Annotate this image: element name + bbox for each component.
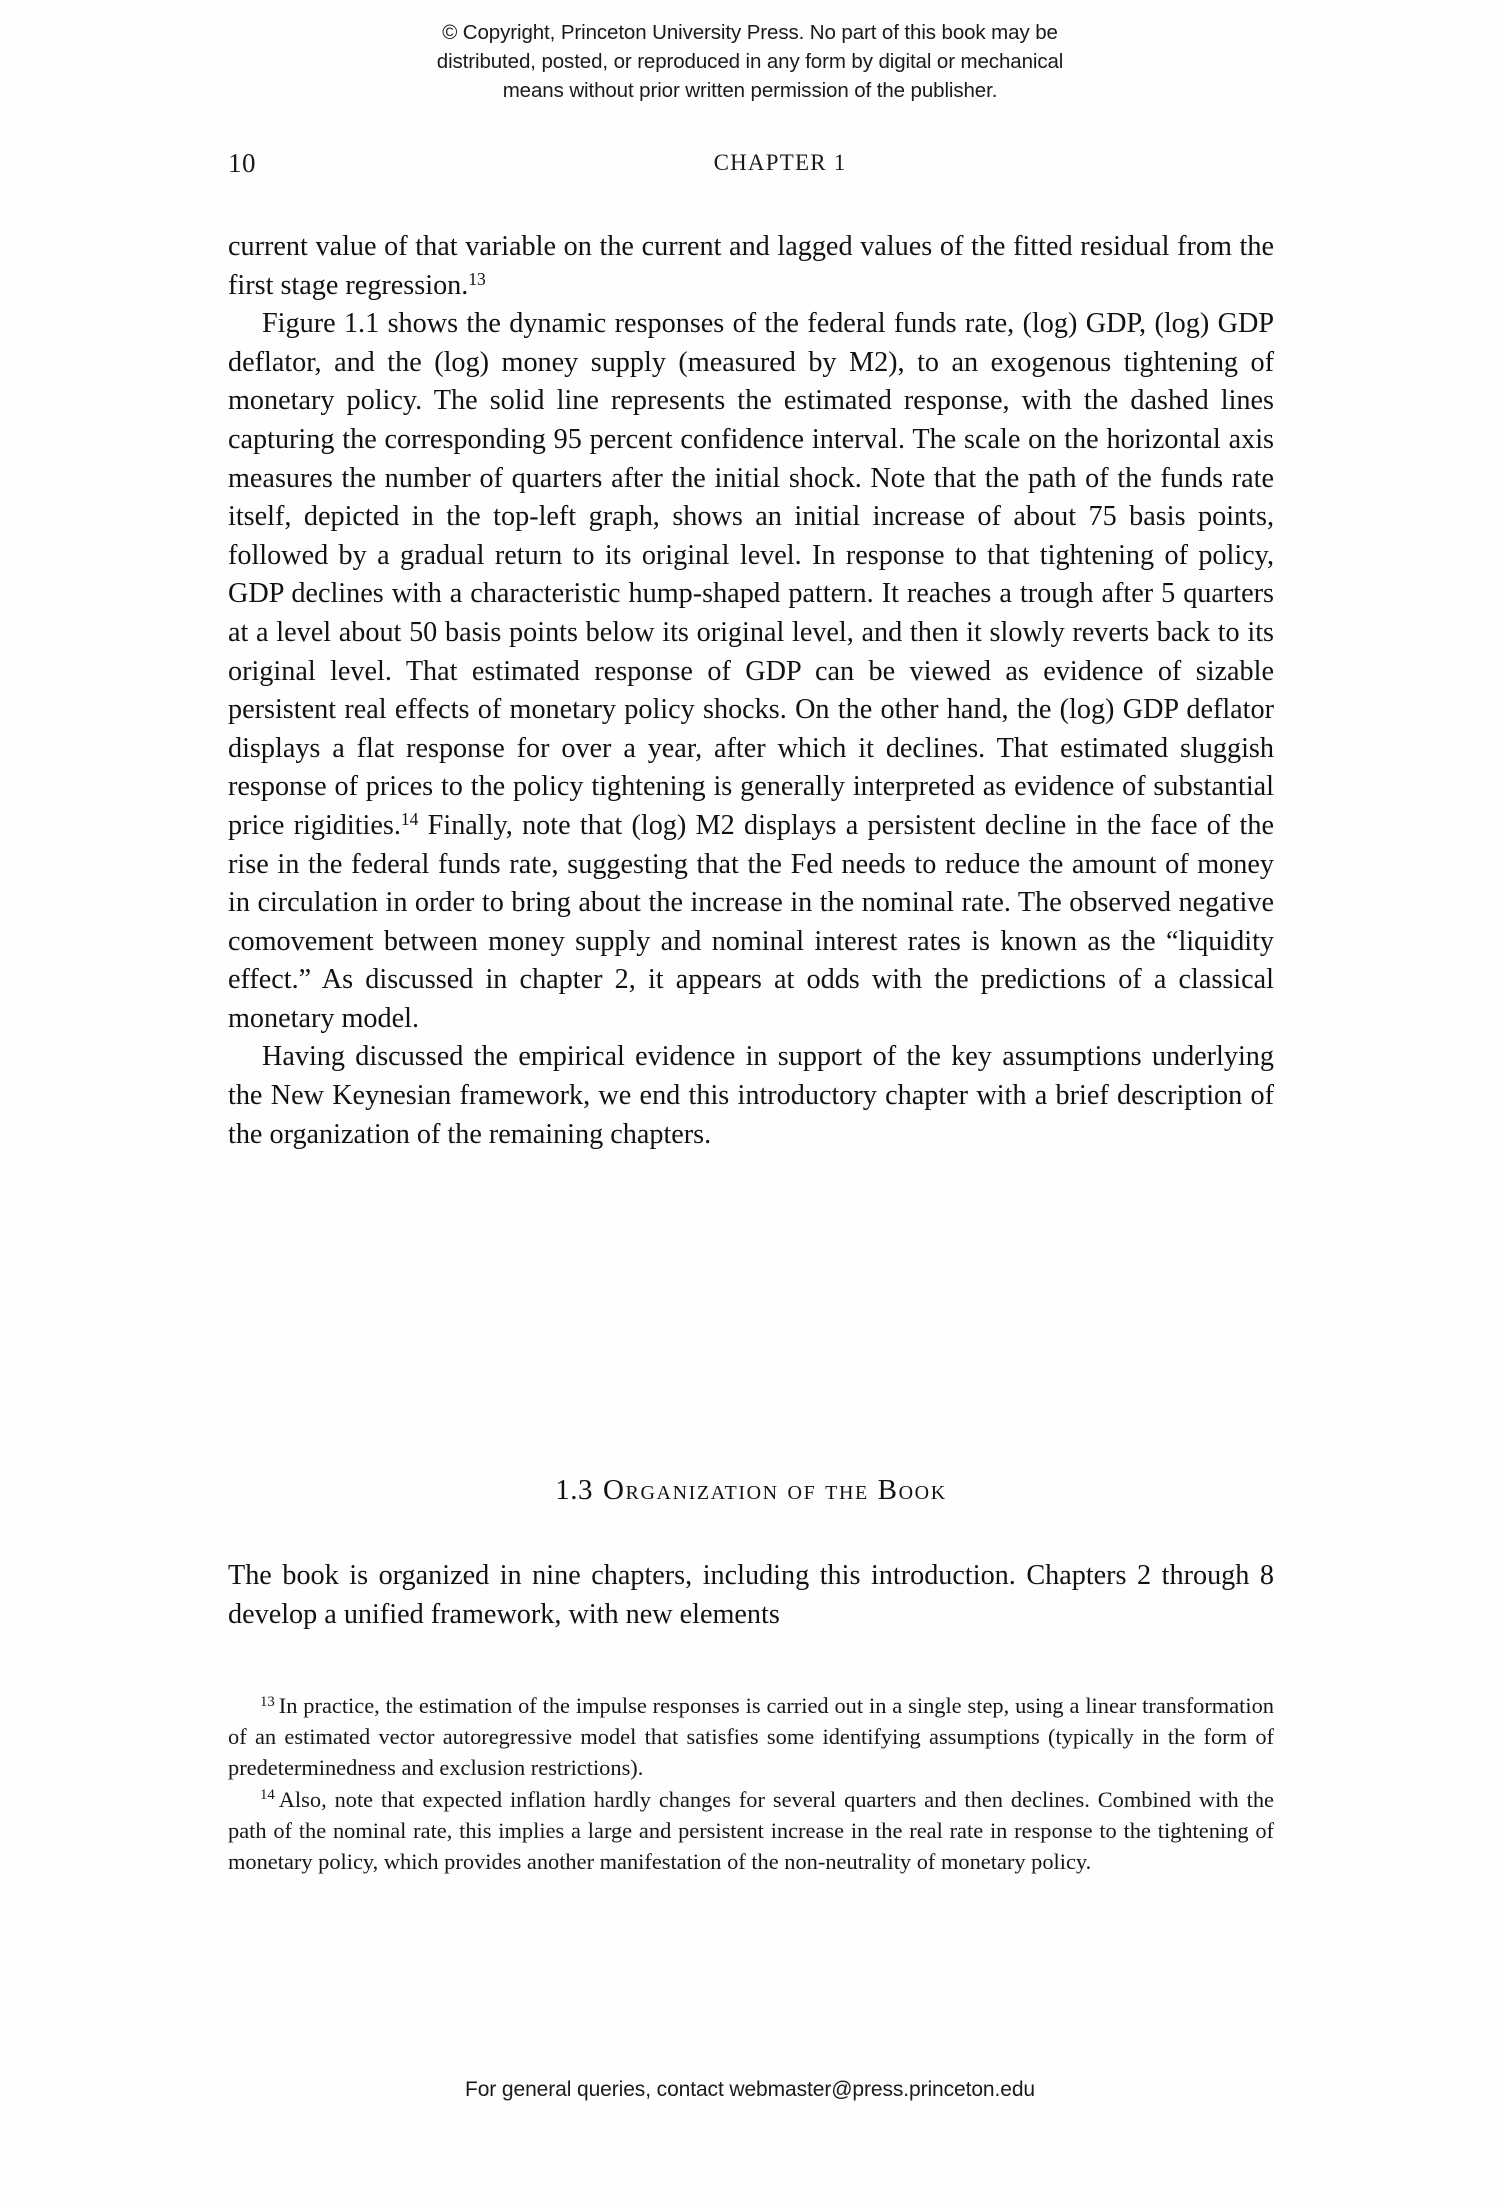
paragraph-continuation <box>228 228 1274 305</box>
body-text <box>228 228 1274 1154</box>
post-heading-paragraph: The book is organized in nine chapters, including this introduction. Chapters 2 through 8 develop a unified framework, with new elements <box>228 1560 1274 1630</box>
section-body-text <box>228 1557 1274 1634</box>
paragraph-1-text: current value of that variable on the current and lagged values of the fitted residual from the first stage regression. <box>228 231 1274 301</box>
paragraph-2a-text: Figure 1.1 shows the dynamic responses of the federal funds rate, (log) GDP, (log) GDP deflator, and the (log) money supply (measured by M2), to an exogenous tightening of monetary policy. The solid line represents the estimated response, with the dashed lines capturing the corresponding 95 percent confidence interval. The scale on the horizontal axis measures the number of quarters after the initial shock. Note that the path of the funds rate itself, depicted in the top-left graph, shows an initial increase of about 75 basis points, followed by a gradual return to its original level. In response to that tightening of policy, GDP declines with a characteristic hump-shaped pattern. It reaches a trough after 5 quarters at a level about 50 basis points below its original level, and then it slowly reverts back to its original level. That estimated response of GDP can be viewed as evidence of sizable persistent real effects of monetary policy shocks. On the other hand, the (log) GDP deflator displays a flat response for over a year, after which it declines. That estimated sluggish response of prices to the policy tightening is generally interpreted as evidence of substantial price rigidities. <box>228 308 1274 841</box>
copyright-notice <box>0 18 1500 105</box>
footnote-13-mark: 13 <box>260 1693 275 1710</box>
footnote-13-text: In practice, the estimation of the impulse responses is carried out in a single step, using a linear transformation of an estimated vector autoregressive model that satisfies some identifying assumptions (typically in the form of predeterminedness and exclusion restrictions). <box>228 1693 1274 1781</box>
page-footer <box>0 2078 1500 2102</box>
footnote-14-text: Also, note that expected inflation hardly changes for several quarters and then declines. Combined with the path of the nominal rate, this implies a large and persistent increase in the real rate in response to the tightening of monetary policy, which provides another manifestation of the non-neutrality of monetary policy. <box>228 1786 1274 1875</box>
section-number: 1.3 <box>555 1474 593 1506</box>
paragraph-summary: Having discussed the empirical evidence in support of the key assumptions underlying the New Keynesian framework, we end this introductory chapter with a brief description of the organization of the remaining chapters. <box>228 1041 1274 1150</box>
copyright-line-1: © Copyright, Princeton University Press. No part of this book may be <box>442 21 1058 44</box>
section-heading <box>228 1474 1274 1507</box>
copyright-line-3: means without prior written permission of the publisher. <box>502 79 998 102</box>
running-head <box>228 148 1272 182</box>
chapter-title: CHAPTER 1 <box>713 150 847 175</box>
footnote-ref-14[interactable]: 14 <box>400 808 419 829</box>
copyright-line-2: distributed, posted, or reproduced in any form by digital or mechanical <box>436 50 1064 73</box>
footnote-14-mark: 14 <box>260 1787 275 1804</box>
paragraph-figure-discussion <box>228 305 1274 1038</box>
page-number: 10 <box>228 148 256 178</box>
footer-contact-text: For general queries, contact webmaster@press.princeton.edu <box>465 2078 1035 2101</box>
section-title: Organization of the Book <box>603 1474 947 1506</box>
footnotes-block <box>228 1690 1274 1877</box>
footnote-ref-13[interactable]: 13 <box>468 268 486 289</box>
paragraph-2b-text: Finally, note that (log) M2 displays a persistent decline in the face of the rise in the federal funds rate, suggesting that the Fed needs to reduce the amount of money in circulation in order to bring about the increase in the nominal rate. The observed negative comovement between money supply and nominal interest rates is known as the “liquidity effect.” As discussed in chapter 2, it appears at odds with the predictions of a classical monetary model. <box>228 809 1274 1034</box>
footnote-13 <box>228 1690 1274 1784</box>
footnote-14 <box>228 1784 1274 1878</box>
